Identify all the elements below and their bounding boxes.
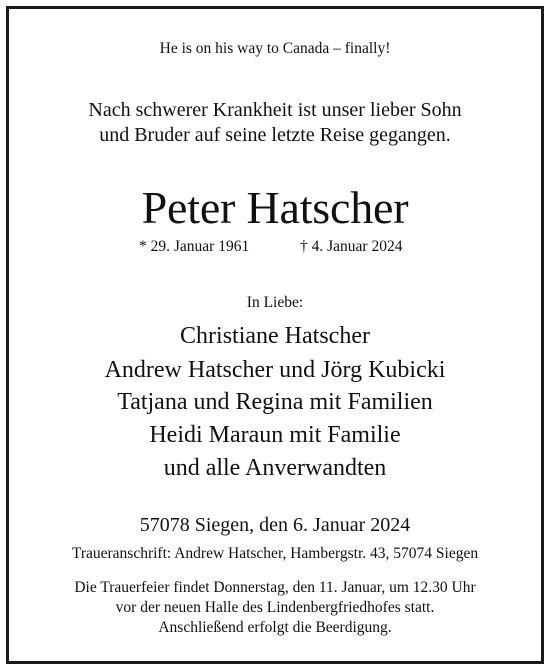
ceremony-line-2: vor der neuen Halle des Lindenbergfriedhofes statt. (115, 599, 435, 616)
birth-date: * 29. Januar 1961 (139, 238, 250, 255)
motto-text: He is on his way to Canada – finally! (159, 40, 391, 57)
condolence-address: Traueranschrift: Andrew Hatscher, Hambergstr. 43, 57074 Siegen (71, 545, 479, 562)
life-dates (9, 239, 541, 259)
death-date: † 4. Januar 2024 (300, 238, 403, 255)
intro-line-1: Nach schwerer Krankheit ist unser lieber Sohn (88, 99, 462, 121)
mourner-name: Christiane Hatscher (180, 323, 370, 349)
ceremony-line-1: Die Trauerfeier findet Donnerstag, den 11. Januar, um 12.30 Uhr (74, 579, 476, 596)
mourner-name: Heidi Maraun mit Familie (149, 422, 401, 448)
place-and-date: 57078 Siegen, den 6. Januar 2024 (139, 514, 411, 536)
mourner-name: Andrew Hatscher und Jörg Kubicki (104, 357, 446, 383)
mourner-name: und alle Anverwandten (163, 455, 387, 481)
obituary-notice (6, 6, 544, 664)
mourners-heading: In Liebe: (246, 294, 304, 311)
mourner-name: Tatjana und Regina mit Familien (117, 389, 433, 415)
deceased-name: Peter Hatscher (141, 182, 409, 233)
ceremony-line-3: Anschließend erfolgt die Beerdigung. (158, 619, 392, 636)
intro-line-2: und Bruder auf seine letzte Reise gegangen. (99, 124, 451, 146)
